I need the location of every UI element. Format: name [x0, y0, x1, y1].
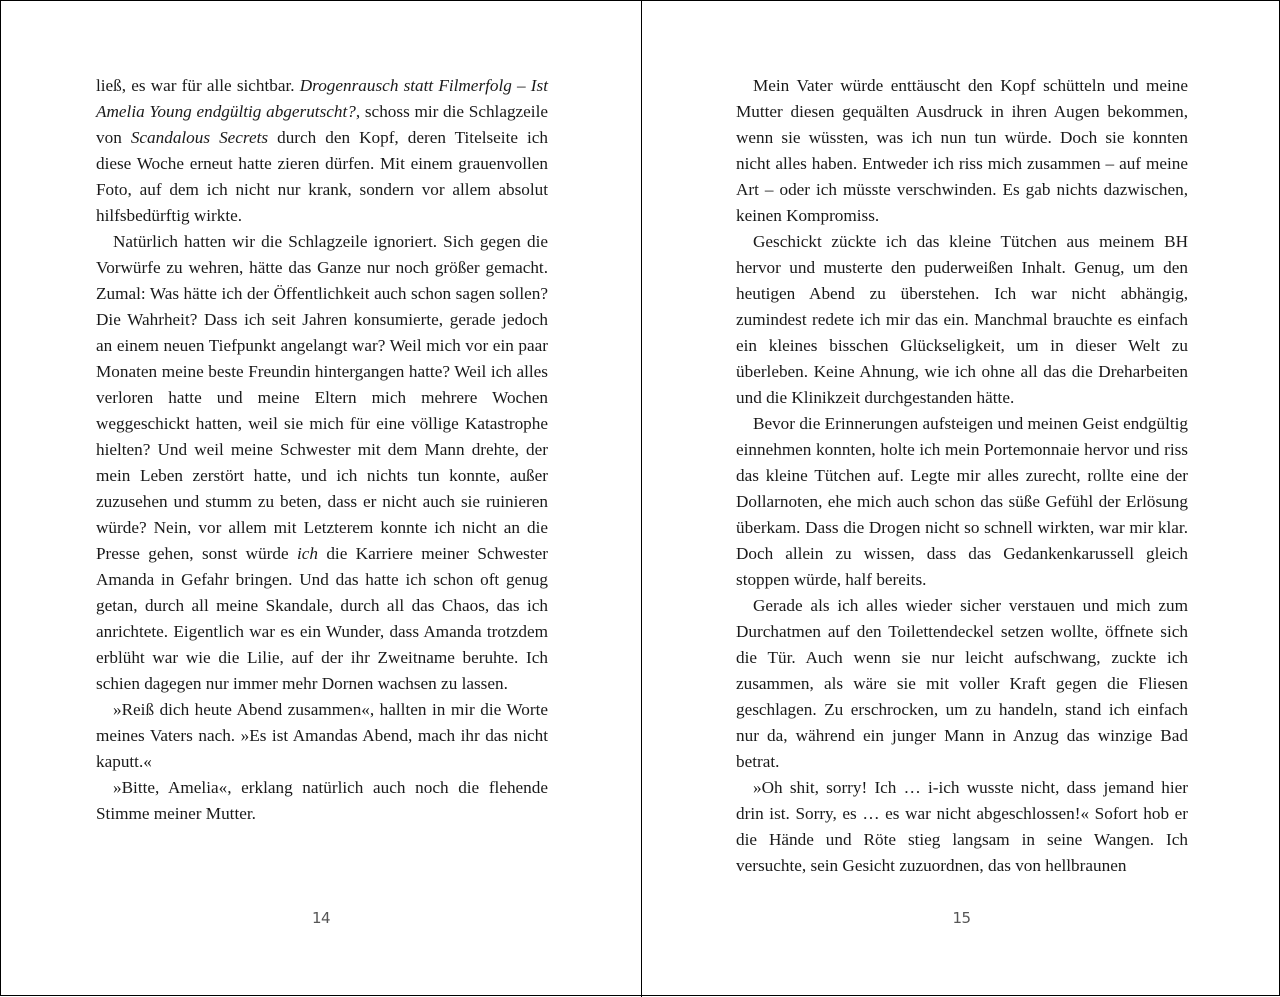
italic-text-run: Drogenrausch statt Filmerfolg – Ist Amelia Young endgültig abgerutscht? [96, 76, 548, 121]
text-run: Mein Vater würde enttäuscht den Kopf schütteln und meine Mutter diesen gequälten Ausdruck in ihren Augen bekommen, wenn sie wüssten, was ich nun tun würde. Doch sie konnten nicht alles haben. Entweder ich riss mich zusammen – auf meine Art – oder ich müsste verschwinden. Es gab nichts dazwischen, keinen Kompromiss. [736, 76, 1188, 225]
paragraph [96, 73, 548, 229]
paragraph [736, 593, 1188, 775]
left-page-number: 14 [311, 909, 331, 927]
right-page-text [736, 73, 1188, 879]
text-run: »Bitte, Amelia«, erklang natürlich auch noch die flehende Stimme meiner Mutter. [96, 778, 548, 823]
paragraph [736, 73, 1188, 229]
italic-text-run: ich [296, 544, 318, 563]
text-run: Gerade als ich alles wieder sicher verstauen und mich zum Durchatmen auf den Toilettendeckel setzen wollte, öffnete sich die Tür. Auch wenn sie nur leicht aufschwang, zuckte ich zusammen, als wäre sie mit voller Kraft gegen die Fliesen geschlagen. Zu erschrocken, um zu handeln, stand ich einfach nur da, während ein junger Mann in Anzug das winzige Bad betrat. [736, 596, 1188, 771]
paragraph [736, 775, 1188, 879]
text-run: »Reiß dich heute Abend zusammen«, hallten in mir die Worte meines Vaters nach. »Es ist Amandas Abend, mach ihr das nicht kaputt.« [96, 700, 548, 771]
italic-text-run: Scandalous Secrets [130, 128, 269, 147]
text-run: Natürlich hatten wir die Schlagzeile ignoriert. Sich gegen die Vorwürfe zu wehren, hätte das Ganze nur noch größer gemacht. Zumal: Was hätte ich der Öffentlichkeit auch schon sagen sollen? Die Wahrheit? Dass ich seit Jahren konsumierte, gerade jedoch an einem neuen Tiefpunkt angelangt war? Weil mich vor ein paar Monaten meine beste Freundin hintergangen hatte? Weil ich alles verloren hatte und meine Eltern mich mehrere Wochen weggeschickt hatten, weil sie mich für eine völlige Katastrophe hielten? Und weil meine Schwester mit dem Mann drehte, der mein Leben zerstört hatte, und ich nichts tun konnte, außer zuzusehen und stumm zu beten, dass er nicht auch sie ruinieren würde? Nein, vor allem mit Letzterem konnte ich nicht an die Presse gehen, sonst würde [96, 232, 548, 563]
paragraph [736, 411, 1188, 593]
paragraph [96, 775, 548, 827]
left-page [1, 1, 641, 997]
right-page [642, 1, 1280, 997]
paragraph [736, 229, 1188, 411]
text-run: ließ, es war für alle sichtbar. [96, 76, 300, 95]
paragraph [96, 697, 548, 775]
text-run: Geschickt zückte ich das kleine Tütchen aus meinem BH hervor und musterte den puderweißen Inhalt. Genug, um den heutigen Abend zu überstehen. Ich war nicht abhängig, zumindest redete ich mir das ein. Manchmal brauchte es einfach ein kleines bisschen Glückseligkeit, um in dieser Welt zu überleben. Keine Ahnung, wie ich ohne all das die Dreharbeiten und die Klinikzeit durchgestanden hätte. [736, 232, 1188, 407]
text-run: , schoss mir die Schlagzeile von [96, 102, 548, 147]
paragraph [96, 229, 548, 697]
text-run: Bevor die Erinnerungen aufsteigen und meinen Geist endgültig einnehmen konnten, holte ich mein Portemonnaie hervor und riss das kleine Tütchen auf. Legte mir alles zurecht, rollte eine der Dollarnoten, ehe mich auch schon das süße Gefühl der Erlösung überkam. Dass die Drogen nicht so schnell wirkten, war mir klar. Doch allein zu wissen, dass das Gedankenkarussell gleich stoppen würde, half bereits. [736, 414, 1188, 589]
text-run: durch den Kopf, deren Titelseite ich diese Woche erneut hatte zieren dürfen. Mit einem grauenvollen Foto, auf dem ich nicht nur krank, sondern vor allem absolut hilfsbedürftig wirkte. [96, 128, 549, 225]
right-page-number: 15 [952, 909, 971, 927]
left-page-text [96, 73, 548, 827]
text-run: »Oh shit, sorry! Ich … i-ich wusste nicht, dass jemand hier drin ist. Sorry, es … es war nicht abgeschlossen!« Sofort hob er die Hände und Röte stieg langsam in seine Wangen. Ich versuchte, sein Gesicht zuzuordnen, das von hellbraunen [736, 778, 1188, 875]
text-run: die Karriere meiner Schwester Amanda in Gefahr bringen. Und das hatte ich schon oft genug getan, durch all meine Skandale, durch all das Chaos, das ich anrichtete. Eigentlich war es ein Wunder, dass Amanda trotzdem erblüht war wie die Lilie, auf der ihr Zweitname beruhte. Ich schien dagegen nur immer mehr Dornen wachsen zu lassen. [96, 544, 548, 693]
